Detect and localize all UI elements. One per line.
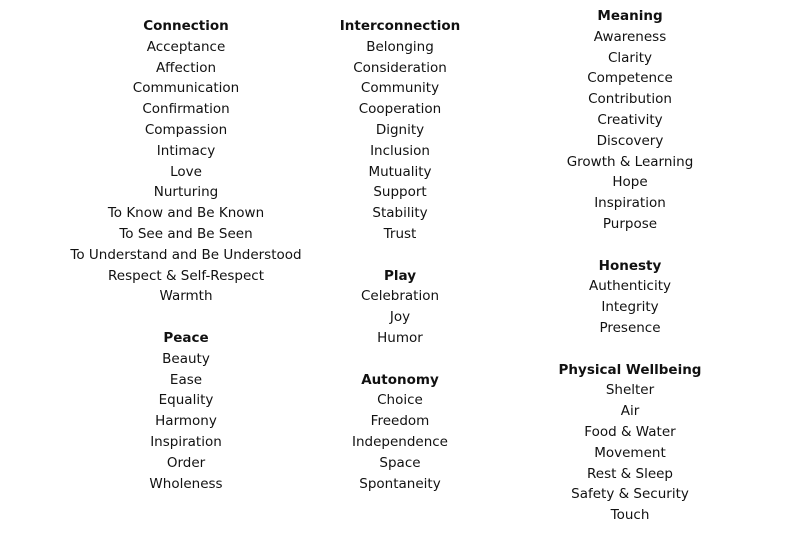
need-item: Purpose xyxy=(602,215,658,232)
need-item: Air xyxy=(620,403,640,420)
need-item: Integrity xyxy=(601,299,659,316)
group-heading: Play xyxy=(383,267,417,284)
need-item: To See and Be Seen xyxy=(119,225,253,242)
group-heading: Peace xyxy=(163,329,209,346)
need-item: Shelter xyxy=(605,382,655,399)
need-item: Awareness xyxy=(593,28,667,45)
need-item: Communication xyxy=(132,80,240,97)
need-item: Consideration xyxy=(353,59,447,76)
need-item: Ease xyxy=(169,371,203,388)
need-item: Equality xyxy=(158,392,214,409)
need-item: Mutuality xyxy=(368,163,432,180)
need-item: Movement xyxy=(594,444,666,461)
need-item: Wholeness xyxy=(149,475,223,492)
need-item: Presence xyxy=(599,319,661,336)
need-item: Community xyxy=(360,80,440,97)
group-heading: Meaning xyxy=(597,8,663,24)
need-item: Stability xyxy=(372,205,428,222)
need-item: Independence xyxy=(351,433,448,450)
need-item: Safety & Security xyxy=(571,486,689,503)
need-item: Spontaneity xyxy=(359,475,441,492)
need-item: Inclusion xyxy=(370,142,430,159)
need-item: Dignity xyxy=(375,121,425,138)
group-heading: Physical Wellbeing xyxy=(558,361,702,378)
need-item: Choice xyxy=(377,392,423,409)
need-item: Beauty xyxy=(162,350,210,367)
need-item: Harmony xyxy=(155,413,217,430)
needs-column-3 xyxy=(480,6,780,526)
need-item: Warmth xyxy=(159,288,213,305)
need-item: Clarity xyxy=(607,49,653,66)
need-item: Order xyxy=(166,454,206,471)
need-item: Belonging xyxy=(366,38,434,55)
need-item: Intimacy xyxy=(156,142,216,159)
need-item: Inspiration xyxy=(594,195,666,212)
need-item: Freedom xyxy=(370,413,430,430)
needs-group-honesty xyxy=(480,256,780,339)
need-item: Food & Water xyxy=(584,423,676,440)
need-item: Respect & Self-Respect xyxy=(107,267,265,284)
need-item: To Know and Be Known xyxy=(107,205,265,222)
need-item: Competence xyxy=(587,70,673,87)
need-item: Love xyxy=(170,163,202,180)
need-item: Inspiration xyxy=(150,433,222,450)
need-item: Contribution xyxy=(588,91,672,108)
needs-group-meaning xyxy=(480,6,780,235)
need-item: Space xyxy=(379,454,421,471)
need-item: Creativity xyxy=(597,111,663,128)
need-item: Acceptance xyxy=(146,38,226,55)
need-item: Support xyxy=(373,184,427,201)
group-heading: Interconnection xyxy=(339,18,461,34)
need-item: Touch xyxy=(610,507,650,524)
need-item: Hope xyxy=(612,174,648,191)
group-heading: Autonomy xyxy=(361,371,439,388)
need-item: To Understand and Be Understood xyxy=(70,246,302,263)
need-item: Affection xyxy=(155,59,217,76)
group-heading: Connection xyxy=(143,18,229,34)
need-item: Growth & Learning xyxy=(566,153,694,170)
need-item: Joy xyxy=(389,309,411,326)
need-item: Nurturing xyxy=(153,184,219,201)
needs-group-physical-wellbeing xyxy=(480,360,780,526)
need-item: Compassion xyxy=(144,121,228,138)
need-item: Rest & Sleep xyxy=(586,465,674,482)
need-item: Authenticity xyxy=(588,278,671,295)
need-item: Cooperation xyxy=(358,101,442,118)
need-item: Trust xyxy=(383,225,417,242)
group-heading: Honesty xyxy=(598,257,662,274)
need-item: Humor xyxy=(377,329,423,346)
need-item: Celebration xyxy=(360,288,440,305)
need-item: Discovery xyxy=(596,132,664,149)
need-item: Confirmation xyxy=(142,101,230,118)
